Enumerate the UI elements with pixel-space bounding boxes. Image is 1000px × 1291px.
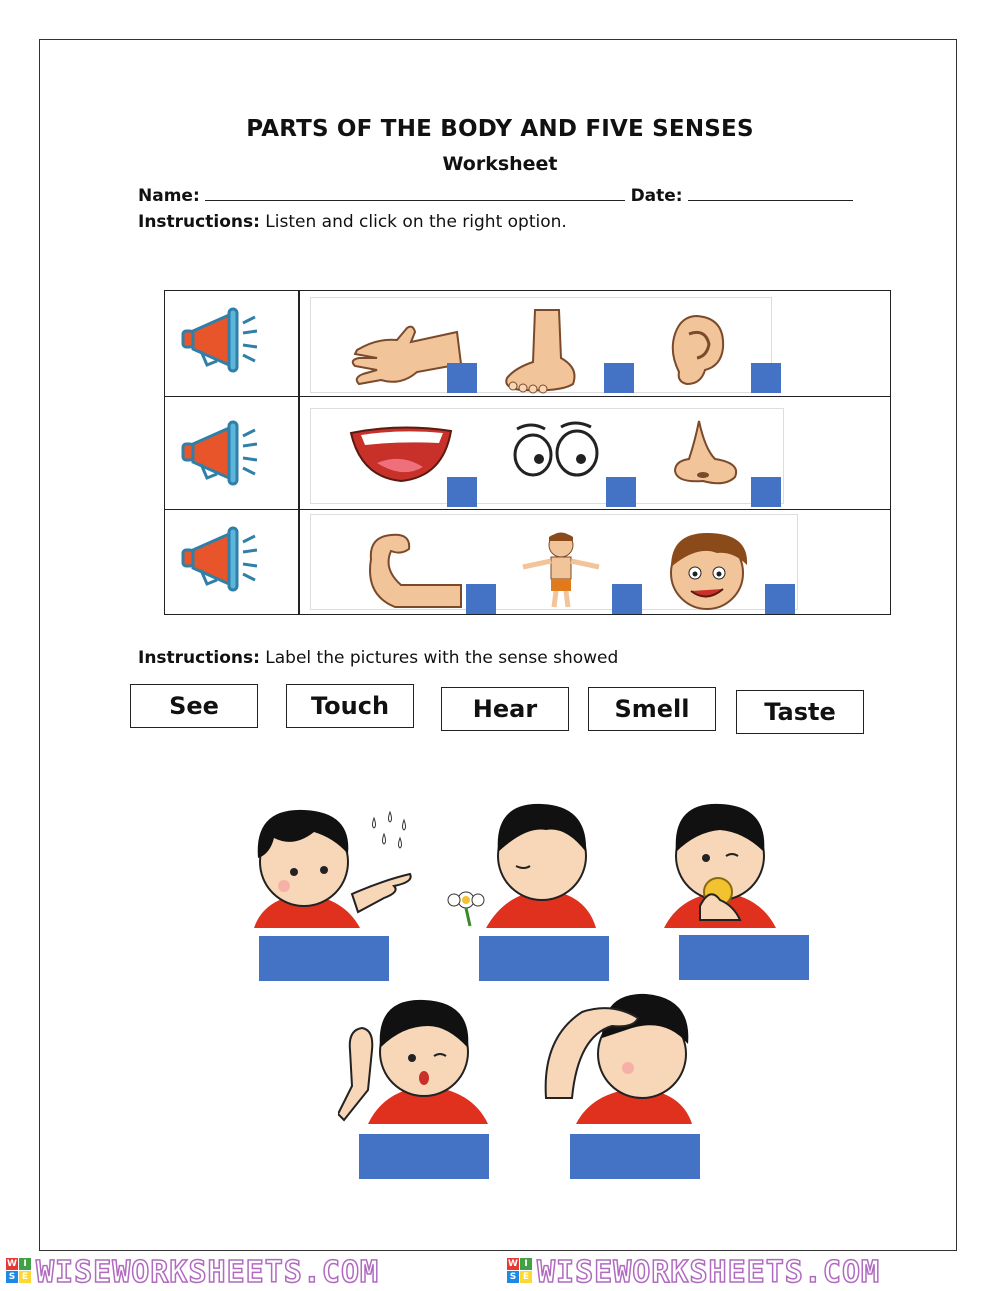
arm-icon	[361, 529, 467, 609]
answer-box-eyes[interactable]	[606, 477, 636, 507]
answer-box-head[interactable]	[765, 584, 795, 614]
speaker-icon[interactable]	[179, 416, 263, 492]
footer-watermark	[0, 1254, 1000, 1291]
drop-target-hear[interactable]	[359, 1134, 489, 1179]
kid-taste-picture	[660, 796, 780, 928]
answer-box-arm[interactable]	[466, 584, 496, 614]
drop-target-taste[interactable]	[679, 935, 809, 980]
picture-strip	[310, 514, 798, 610]
instructions-listen: Instructions: Listen and click on the right option.	[138, 212, 567, 232]
kid-see-picture	[542, 988, 696, 1124]
listen-grid	[164, 290, 891, 615]
drop-target-touch[interactable]	[259, 936, 389, 981]
page-subtitle: Worksheet	[442, 153, 558, 175]
watermark-text: WISEWORKSHEETS.COM	[537, 1255, 881, 1290]
mouth-icon	[347, 423, 455, 485]
watermark-text: WISEWORKSHEETS.COM	[36, 1255, 380, 1290]
brand-logo: W I S E	[507, 1258, 533, 1284]
speaker-icon[interactable]	[179, 303, 263, 379]
instructions-label: Instructions: Label the pictures with the sense showed	[138, 648, 619, 668]
answer-box-body[interactable]	[612, 584, 642, 614]
name-date-line	[138, 184, 853, 206]
answer-box-ear[interactable]	[751, 363, 781, 393]
kid-touch-picture	[234, 798, 420, 928]
answer-box-mouth[interactable]	[447, 477, 477, 507]
kid-smell-picture	[446, 796, 602, 928]
drop-target-see[interactable]	[570, 1134, 700, 1179]
foot-icon	[501, 308, 581, 394]
picture-strip	[310, 297, 772, 393]
brand-logo: W I S E	[6, 1258, 32, 1284]
kid-hear-picture	[338, 990, 492, 1124]
sense-label-touch[interactable]: Touch	[286, 684, 414, 728]
listen-row-2	[165, 404, 890, 510]
answer-box-foot[interactable]	[604, 363, 634, 393]
name-label: Name:	[138, 186, 200, 206]
name-field[interactable]	[205, 184, 625, 201]
date-field[interactable]	[688, 184, 853, 201]
drop-target-smell[interactable]	[479, 936, 609, 981]
sense-label-taste[interactable]: Taste	[736, 690, 864, 734]
head-icon	[657, 529, 757, 611]
sense-label-smell[interactable]: Smell	[588, 687, 716, 731]
page-title: PARTS OF THE BODY AND FIVE SENSES	[246, 116, 754, 142]
date-label: Date:	[630, 186, 683, 206]
body-icon	[519, 531, 603, 609]
picture-strip	[310, 408, 784, 504]
ear-icon	[665, 312, 729, 388]
nose-icon	[669, 419, 743, 489]
sense-label-hear[interactable]: Hear	[441, 687, 569, 731]
answer-box-hand[interactable]	[447, 363, 477, 393]
eyes-icon	[511, 421, 601, 481]
speaker-icon[interactable]	[179, 522, 263, 598]
listen-row-1	[165, 291, 890, 397]
listen-row-3	[165, 510, 890, 616]
sense-label-see[interactable]: See	[130, 684, 258, 728]
answer-box-nose[interactable]	[751, 477, 781, 507]
